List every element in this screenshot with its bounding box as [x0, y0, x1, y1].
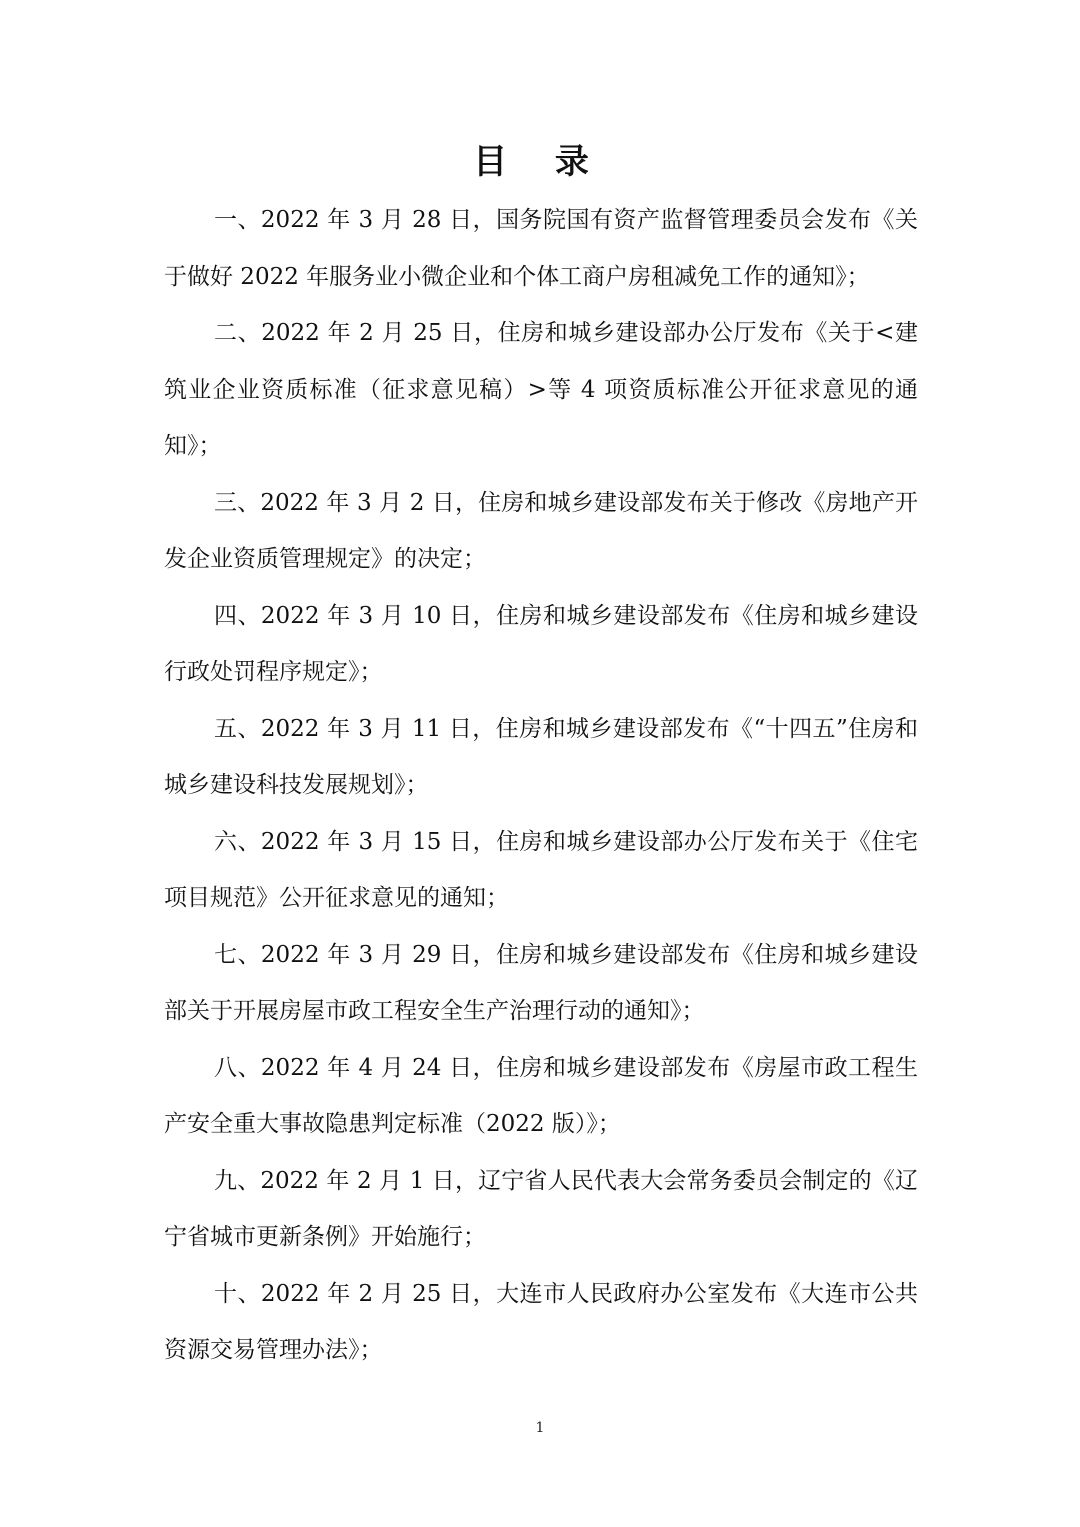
toc-item-4: 四、2022 年 3 月 10 日，住房和城乡建设部发布《住房和城乡建设行政处罚程序规定》；	[164, 602, 918, 685]
toc-item-2: 二、2022 年 2 月 25 日，住房和城乡建设部办公厅发布《关于<建筑业企业资质标准（征求意见稿）>等 4 项资质标准公开征求意见的通知》；	[164, 320, 918, 459]
toc-item-5: 五、2022 年 3 月 11 日，住房和城乡建设部发布《“十四五”住房和城乡建设科技发展规划》；	[164, 715, 918, 798]
page-title: 目 录	[473, 142, 607, 182]
toc-item-9: 九、2022 年 2 月 1 日，辽宁省人民代表大会常务委员会制定的《辽宁省城市更新条例》开始施行；	[164, 1167, 918, 1250]
toc-item-6: 六、2022 年 3 月 15 日，住房和城乡建设部办公厅发布关于《住宅项目规范》公开征求意见的通知；	[164, 828, 918, 911]
toc-item-10: 十、2022 年 2 月 25 日，大连市人民政府办公室发布《大连市公共资源交易管理办法》；	[164, 1280, 918, 1363]
toc-item-7: 七、2022 年 3 月 29 日，住房和城乡建设部发布《住房和城乡建设部关于开展房屋市政工程安全生产治理行动的通知》；	[164, 941, 918, 1024]
toc-item-3: 三、2022 年 3 月 2 日，住房和城乡建设部发布关于修改《房地产开发企业资质管理规定》的决定；	[164, 489, 918, 572]
toc-item-8: 八、2022 年 4 月 24 日，住房和城乡建设部发布《房屋市政工程生产安全重大事故隐患判定标准（2022 版）》；	[164, 1054, 918, 1137]
page-number: 1	[535, 1420, 545, 1436]
table-of-contents	[164, 192, 918, 1379]
toc-item-1: 一、2022 年 3 月 28 日，国务院国有资产监督管理委员会发布《关于做好 2022 年服务业小微企业和个体工商户房租减免工作的通知》；	[164, 207, 918, 290]
